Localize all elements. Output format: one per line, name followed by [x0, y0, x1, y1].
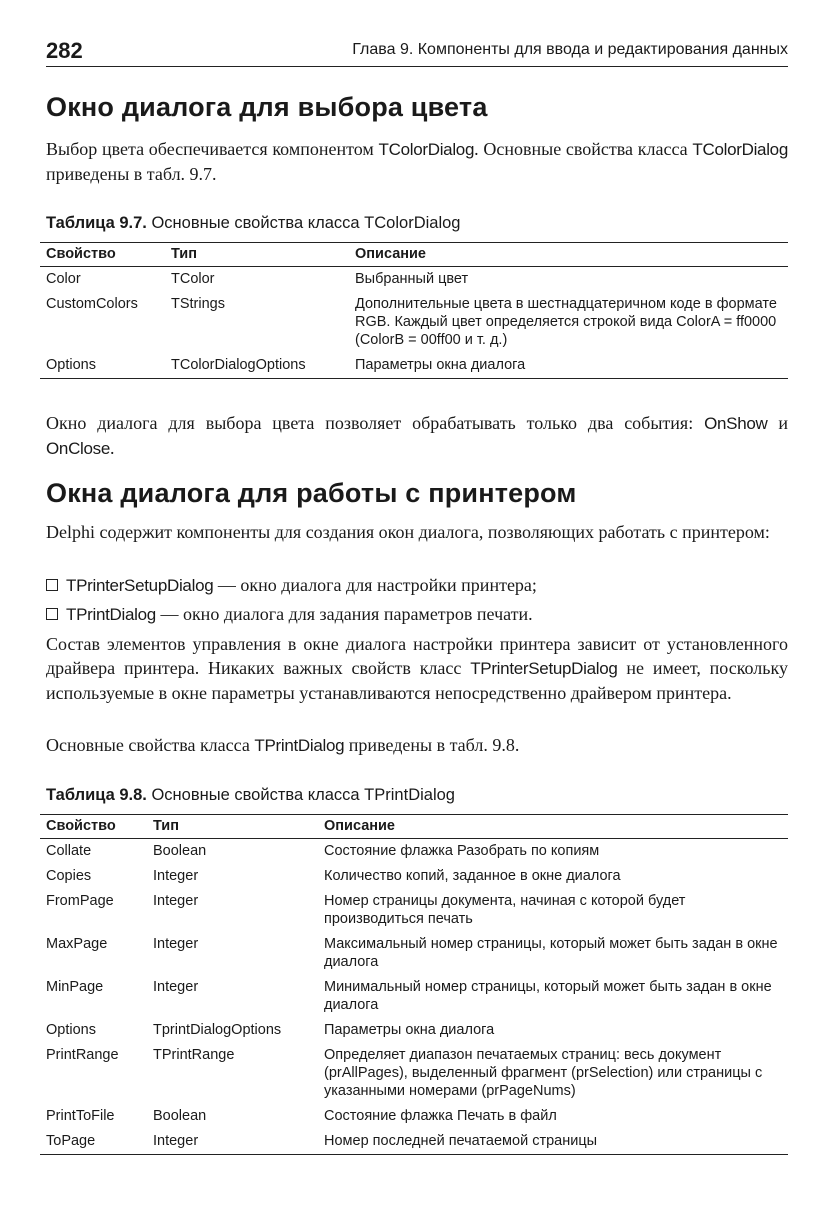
property-cell: Options	[46, 1022, 96, 1038]
description-cell: Определяет диапазон печатаемых страниц: весь документ (prAllPages), выделенный фрагмент (prSelection) или страницы с указанными номерами (prPageNums)	[324, 1047, 763, 1099]
table-caption-9-8: Таблица 9.8. Основные свойства класса TPrintDialog	[46, 786, 455, 804]
property-cell: PrintToFile	[46, 1108, 115, 1124]
header-cell: Свойство	[40, 243, 165, 267]
description-cell: Дополнительные цвета в шестнадцатеричном коде в формате RGB. Каждый цвет определяется строкой вида ColorA = ff0000 (ColorB = 00ff00 и т. д.)	[355, 296, 777, 348]
code-tcolordialog: TColorDialog	[378, 140, 475, 159]
property-cell: Options	[40, 353, 165, 379]
events-paragraph: Окно диалога для выбора цвета позволяет обрабатывать только два события: OnShow и OnClose.	[46, 413, 788, 458]
table-row	[40, 889, 788, 932]
description-cell: Количество копий, заданное в окне диалога	[324, 868, 621, 884]
description-cell: Номер страницы документа, начиная с которой будет производиться печать	[324, 893, 686, 927]
table-row	[40, 839, 788, 865]
description-cell: Состояние флажка Печать в файл	[324, 1108, 557, 1124]
code-tprintersetupdialog: TPrinterSetupDialog	[470, 659, 618, 678]
table-9-8	[40, 814, 788, 1155]
header-cell: Описание	[318, 815, 788, 839]
table-header-row	[40, 243, 788, 267]
type-cell: TColorDialogOptions	[165, 353, 349, 379]
property-cell: PrintRange	[46, 1047, 119, 1063]
table-row	[40, 1018, 788, 1043]
table-9-7	[40, 242, 788, 379]
description-cell: Параметры окна диалога	[349, 353, 788, 379]
section-heading-color-dialog: Окно диалога для выбора цвета	[46, 92, 488, 122]
list-item: TPrintDialog — окно диалога для задания параметров печати.	[46, 602, 788, 627]
color-dialog-intro: Выбор цвета обеспечивается компонентом TColorDialog. Основные свойства класса TColorDialog приведены в табл. 9.7.	[46, 139, 788, 184]
code-onclose: OnClose	[46, 439, 111, 458]
type-cell: TStrings	[171, 296, 225, 312]
description-cell: Состояние флажка Разобрать по копиям	[324, 843, 600, 859]
running-header	[46, 38, 788, 67]
description-cell: Максимальный номер страницы, который может быть задан в окне диалога	[324, 936, 778, 970]
table-row	[40, 1129, 788, 1155]
type-cell: Integer	[147, 1129, 318, 1155]
code-onshow: OnShow	[704, 414, 768, 433]
type-cell: Integer	[153, 979, 199, 995]
checkbox-bullet-icon	[46, 608, 58, 620]
header-cell: Тип	[147, 815, 318, 839]
description-cell: Минимальный номер страницы, который может быть задан в окне диалога	[324, 979, 772, 1013]
type-cell: Integer	[153, 936, 199, 952]
printer-setup-paragraph: Состав элементов управления в окне диалога настройки принтера зависит от установленного драйвера принтера. Никаких важных свойств класс TPrinterSetupDialog не имеет, поскольку используемые в окне параметры устанавливаются непосредственно драйвером принтера.	[46, 634, 788, 703]
property-cell: ToPage	[40, 1129, 147, 1155]
print-dialog-intro: Основные свойства класса TPrintDialog приведены в табл. 9.8.	[46, 735, 520, 755]
table-caption-9-7: Таблица 9.7. Основные свойства класса TColorDialog	[46, 214, 461, 232]
header-cell: Описание	[349, 243, 788, 267]
table-row	[40, 1104, 788, 1129]
table-row	[40, 267, 788, 293]
type-cell: TColor	[171, 271, 215, 287]
property-cell: Color	[46, 271, 81, 287]
chapter-title: Глава 9. Компоненты для ввода и редактирования данных	[352, 41, 788, 58]
checkbox-bullet-icon	[46, 579, 58, 591]
type-cell: Boolean	[153, 1108, 207, 1124]
header-cell: Свойство	[40, 815, 147, 839]
header-cell: Тип	[165, 243, 349, 267]
code-tcolordialog: TColorDialog	[692, 140, 788, 159]
description-cell: Параметры окна диалога	[324, 1022, 495, 1038]
property-cell: FromPage	[46, 893, 114, 909]
table-row	[40, 975, 788, 1018]
list-item: TPrinterSetupDialog — окно диалога для настройки принтера;	[46, 573, 788, 598]
description-cell: Выбранный цвет	[355, 271, 469, 287]
printer-intro: Delphi содержит компоненты для создания окон диалога, позволяющих работать с принтером:	[46, 522, 770, 542]
type-cell: TprintDialogOptions	[153, 1022, 282, 1038]
type-cell: Integer	[153, 868, 199, 884]
description-cell: Номер последней печатаемой страницы	[318, 1129, 788, 1155]
property-cell: Copies	[46, 868, 92, 884]
table-row	[40, 864, 788, 889]
type-cell: Boolean	[153, 843, 207, 859]
table-header-row	[40, 815, 788, 839]
code-tprintdialog: TPrintDialog	[254, 736, 345, 755]
table-row	[40, 292, 788, 353]
property-cell: MaxPage	[46, 936, 108, 952]
section-heading-printer-dialogs: Окна диалога для работы с принтером	[46, 478, 577, 508]
table-row	[40, 932, 788, 975]
type-cell: TPrintRange	[153, 1047, 235, 1063]
table-row	[40, 1043, 788, 1104]
property-cell: CustomColors	[46, 296, 138, 312]
property-cell: Collate	[46, 843, 92, 859]
property-cell: MinPage	[46, 979, 104, 995]
type-cell: Integer	[153, 893, 199, 909]
table-row	[40, 353, 788, 379]
page-number: 282	[46, 38, 83, 63]
